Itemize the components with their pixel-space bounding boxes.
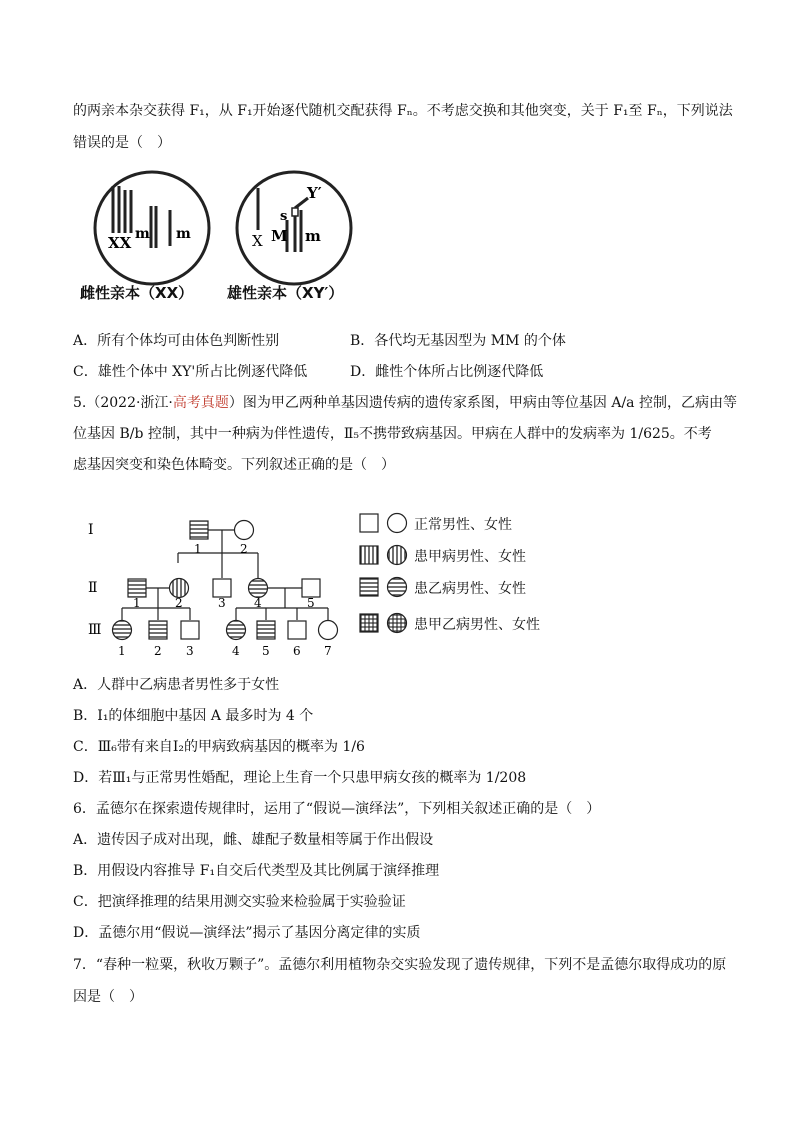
legend-disease-b: 患乙病男性、女性 [414, 581, 526, 597]
q6-option-b: B．用假设内容推导 F₁自交后代类型及其比例属于演绎推理 [73, 863, 440, 879]
gen3-num-7: 7 [324, 644, 332, 658]
legend-normal: 正常男性、女性 [414, 517, 512, 533]
gen3-num-3: 3 [186, 644, 194, 658]
pedigree-chart [80, 508, 380, 663]
gen1-num-2: 2 [240, 542, 248, 556]
q5-option-d: D．若Ⅲ₁与正常男性婚配，理论上生育一个只患甲病女孩的概率为 1/208 [73, 770, 527, 786]
gen2-num-2: 2 [175, 596, 183, 610]
intro-line-1: 的两亲本杂交获得 F₁，从 F₁开始逐代随机交配获得 Fₙ。不考虑交换和其他突变，关于 F₁至 Fₙ，下列说法 [73, 103, 733, 119]
gen-label-3: Ⅲ [88, 622, 102, 638]
q6-stem: 6．孟德尔在探索遗传规律时，运用了“假说—演绎法”，下列相关叙述正确的是（ ） [73, 801, 601, 817]
legend-disease-a: 患甲病男性、女性 [414, 549, 526, 565]
male-m-label: m [305, 227, 321, 245]
gen2-num-3: 3 [218, 596, 226, 610]
q5-stem-rest: ）图为甲乙两种单基因遗传病的遗传家系图，甲病由等位基因 A/a 控制，乙病由等 [228, 395, 737, 411]
gen3-num-4: 4 [232, 644, 240, 658]
gen3-num-1: 1 [118, 644, 126, 658]
gen3-num-2: 2 [154, 644, 162, 658]
male-y-label: Y′ [307, 184, 322, 202]
gen1-num-1: 1 [194, 542, 202, 556]
gen-label-2: Ⅱ [88, 580, 98, 596]
q7-stem-line-2: 因是（ ） [73, 989, 143, 1005]
q5-prefix: 5.（2022·浙江· [73, 395, 173, 411]
gen2-num-1: 1 [133, 596, 141, 610]
intro-line-2: 错误的是（ ） [73, 135, 171, 151]
gen3-num-6: 6 [293, 644, 301, 658]
chromosome-figure [88, 168, 388, 298]
q5-option-a: A．人群中乙病患者男性多于女性 [73, 677, 280, 693]
q7-stem-line-1: 7．“春种一粒粟，秋收万颗子”。孟德尔利用植物杂交实验发现了遗传规律，下列不是孟德尔取得成功的原 [73, 957, 727, 973]
q4-option-c: C．雄性个体中 XY'所占比例逐代降低 [73, 364, 308, 380]
q5-option-c: C．Ⅲ₆带有来自Ⅰ₂的甲病致病基因的概率为 1/6 [73, 739, 365, 755]
q4-option-a: A．所有个体均可由体色判断性别 [73, 333, 280, 349]
gen2-num-4: 4 [254, 596, 262, 610]
female-m-label-2: m [176, 226, 191, 242]
gen2-num-5: 5 [307, 596, 315, 610]
q6-option-c: C．把演绎推理的结果用测交实验来检验属于实验验证 [73, 894, 406, 910]
q6-option-a: A．遗传因子成对出现，雌、雄配子数量相等属于作出假设 [73, 832, 434, 848]
female-parent-caption: 雌性亲本（XX） [80, 284, 194, 302]
male-M-label: M [271, 227, 288, 245]
q5-option-b: B．Ⅰ₁的体细胞中基因 A 最多时为 4 个 [73, 708, 314, 724]
male-x-label: X [252, 232, 263, 250]
q5-exam-tag: 高考真题 [172, 395, 229, 411]
q5-stem-line-2: 位基因 B/b 控制，其中一种病为伴性遗传，Ⅱ₅不携带致病基因。甲病在人群中的发病率为 1/625。不考 [73, 426, 712, 442]
legend-disease-ab: 患甲乙病男性、女性 [414, 617, 540, 633]
female-xx-label: XX [108, 234, 132, 252]
male-parent-caption: 雄性亲本（XY′） [227, 284, 344, 302]
q6-option-d: D．孟德尔用“假说—演绎法”揭示了基因分离定律的实质 [73, 925, 421, 941]
gen3-num-5: 5 [262, 644, 270, 658]
male-s-label: s [280, 209, 288, 224]
q5-stem-line-3: 虑基因突变和染色体畸变。下列叙述正确的是（ ） [73, 457, 395, 473]
q4-option-b: B．各代均无基因型为 MM 的个体 [350, 333, 566, 349]
pedigree-legend-symbols [356, 510, 416, 640]
female-m-label-1: m [135, 226, 150, 242]
q5-stem-line-1 [73, 393, 737, 413]
q4-option-d: D．雌性个体所占比例逐代降低 [350, 364, 544, 380]
gen-label-1: Ⅰ [88, 522, 94, 538]
